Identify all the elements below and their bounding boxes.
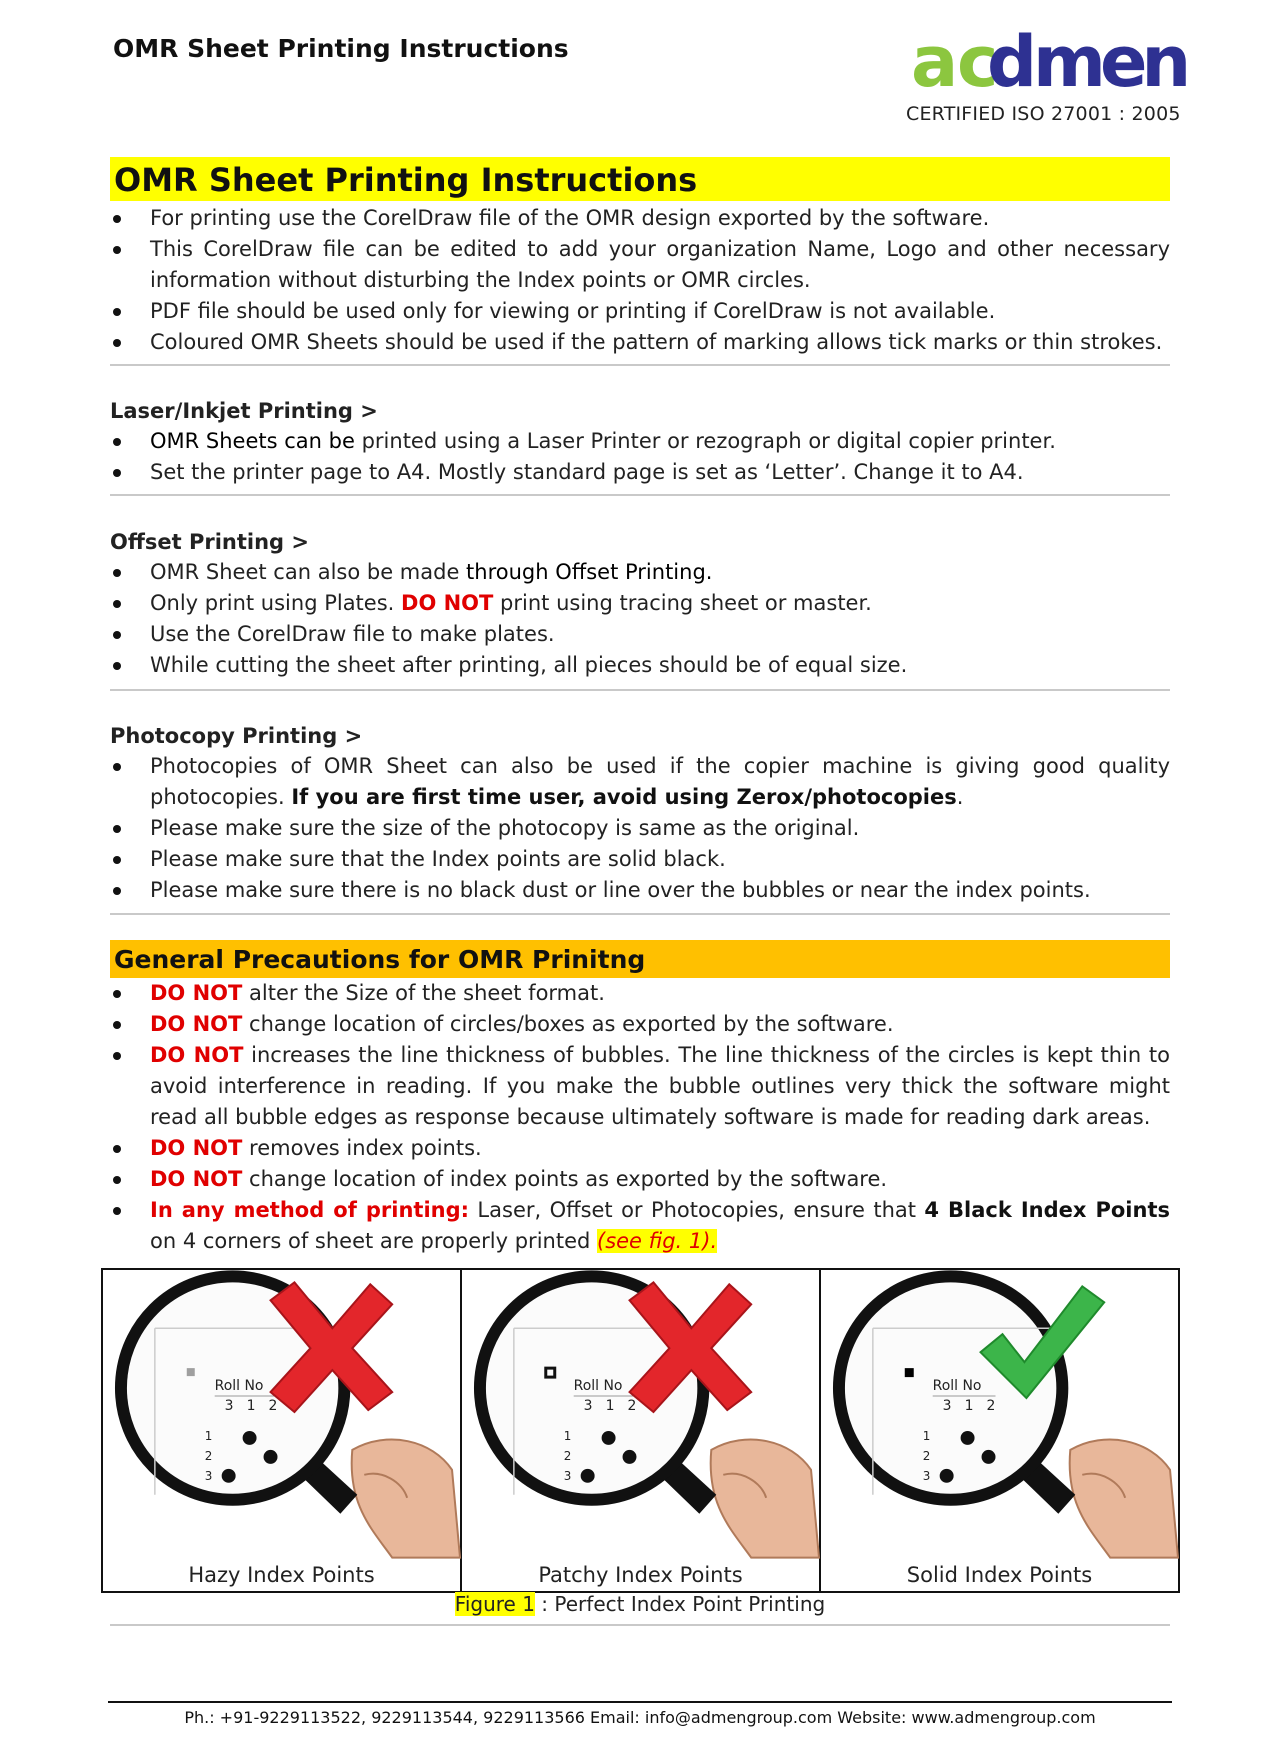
index-points-emphasis: 4 Black Index Points [924, 1198, 1170, 1222]
laser-list [110, 426, 1170, 488]
magnifier-illustration [103, 1270, 460, 1558]
hand-shape [352, 1440, 460, 1558]
roll-digit: 3 [942, 1398, 952, 1415]
list-item: Coloured OMR Sheets should be used if the pattern of marking allows tick marks or thin strokes. [110, 327, 1170, 358]
filled-bubble [982, 1450, 996, 1464]
offset-item1-lead: OMR Sheet can also be made [150, 560, 467, 584]
filled-bubble [222, 1469, 236, 1483]
list-item [110, 1009, 1170, 1040]
filled-bubble [961, 1431, 975, 1445]
roll-no-label: Roll No [214, 1378, 264, 1395]
laser-item1-rest: printed using a Laser Printer or rezograph or digital copier printer. [354, 429, 1056, 453]
footer-contact: Ph.: +91-9229113522, 9229113544, 9229113566 Email: info@admengroup.com Website: www.admengroup.com [184, 1708, 1096, 1727]
figure-cell-label: Hazy Index Points [188, 1563, 375, 1587]
do-not-warning: DO NOT [150, 1012, 243, 1036]
filled-bubble [581, 1469, 595, 1483]
svg-text:a: a [911, 21, 954, 103]
do-not-warning: DO NOT [150, 981, 243, 1005]
index-point [905, 1368, 914, 1377]
precaution-text: change location of index points as exported by the software. [242, 1167, 888, 1191]
divider [110, 689, 1170, 691]
divider [110, 364, 1170, 366]
offset-list [110, 557, 1170, 681]
photocopy-section [110, 721, 1170, 906]
offset-item2-rest: print using tracing sheet or master. [493, 591, 872, 615]
row-number: 1 [563, 1428, 572, 1443]
list-item: This CorelDraw file can be edited to add your organization Name, Logo and other necessary information without disturbing the Index points or OMR circles. [110, 234, 1170, 296]
svg-text:c: c [957, 21, 994, 103]
divider [110, 494, 1170, 496]
filled-bubble [623, 1450, 637, 1464]
roll-no-label: Roll No [932, 1378, 982, 1395]
photocopy-item1-warning: If you are first time user, avoid using Zerox/photocopies [291, 785, 957, 809]
roll-digit: 3 [224, 1398, 234, 1415]
do-not-warning: DO NOT [150, 1043, 244, 1067]
list-item: Please make sure the size of the photocopy is same as the original. [110, 813, 1170, 844]
row-number: 2 [922, 1448, 931, 1463]
figure-caption [0, 1592, 1280, 1616]
hand-shape [711, 1440, 819, 1558]
roll-no-label: Roll No [573, 1378, 623, 1395]
roll-digit: 1 [605, 1398, 615, 1415]
divider [110, 1624, 1170, 1626]
list-item [110, 978, 1170, 1009]
precautions-title: General Precautions for OMR Prinitng [110, 940, 1170, 978]
main-section [110, 157, 1170, 358]
method-warning: In any method of printing: [150, 1198, 470, 1222]
row-number: 1 [922, 1428, 931, 1443]
row-number: 2 [204, 1448, 213, 1463]
precaution-text: increases the line thickness of bubbles. The line thickness of the circles is kept thin to avoid interference in reading. If you make the bubble outlines very thick the software might read all bubble edges as response because ultimately software is made for reading dark areas. [150, 1043, 1170, 1129]
row-number: 3 [563, 1468, 572, 1483]
figure-cell-label: Patchy Index Points [538, 1563, 743, 1587]
figure-caption-text: : Perfect Index Point Printing [534, 1592, 826, 1616]
filled-bubble [264, 1450, 278, 1464]
figure-reference: (see fig. 1). [597, 1229, 718, 1253]
precaution-text: alter the Size of the sheet format. [242, 981, 605, 1005]
roll-digit: 2 [627, 1398, 637, 1415]
offset-item2-lead: Only print using Plates. [150, 591, 402, 615]
photocopy-item1-lead: Photocopies of OMR Sheet can also be used if the copier machine is giving good quality photocopies. [150, 754, 1170, 809]
figure-caption-label: Figure 1 [454, 1592, 535, 1616]
row-number: 3 [204, 1468, 213, 1483]
row-number: 1 [204, 1428, 213, 1443]
figure-cell-label: Solid Index Points [906, 1563, 1093, 1587]
magnifier-illustration [821, 1270, 1178, 1558]
precaution-text: Laser, Offset or Photocopies, ensure that [469, 1198, 925, 1222]
figure-table [101, 1268, 1180, 1593]
photocopy-heading: Photocopy Printing > [110, 724, 363, 748]
roll-digit: 2 [268, 1398, 278, 1415]
laser-section [110, 396, 1170, 488]
filled-bubble [940, 1469, 954, 1483]
roll-digit: 2 [986, 1398, 996, 1415]
footer-divider [108, 1701, 1172, 1703]
list-item [110, 426, 1170, 457]
svg-text:d: d [987, 21, 1033, 103]
admen-logo [905, 21, 1186, 103]
list-item [110, 557, 1170, 588]
do-not-warning: DO NOT [401, 591, 494, 615]
admen-logo-graphic [905, 21, 1186, 103]
do-not-warning: DO NOT [150, 1167, 243, 1191]
filled-bubble [243, 1431, 257, 1445]
precaution-text: on 4 corners of sheet are properly printed [150, 1229, 597, 1253]
list-item: While cutting the sheet after printing, all pieces should be of equal size. [110, 650, 1170, 681]
row-number: 2 [563, 1448, 572, 1463]
offset-item1-rest: through Offset Printing. [466, 560, 713, 584]
list-item: PDF file should be used only for viewing or printing if CorelDraw is not available. [110, 296, 1170, 327]
laser-item1-lead: OMR Sheets can be [150, 429, 355, 453]
divider [110, 913, 1170, 915]
figure-cell-solid [821, 1270, 1178, 1591]
hand-shape [1070, 1440, 1178, 1558]
figure-cell-hazy [103, 1270, 462, 1591]
list-item [110, 751, 1170, 813]
roll-digit: 1 [964, 1398, 974, 1415]
list-item: Please make sure that the Index points are solid black. [110, 844, 1170, 875]
photocopy-list [110, 751, 1170, 906]
roll-digit: 1 [246, 1398, 256, 1415]
row-number: 3 [922, 1468, 931, 1483]
list-item [110, 588, 1170, 619]
list-item [110, 1133, 1170, 1164]
main-list [110, 203, 1170, 358]
list-item [110, 1195, 1170, 1257]
laser-heading: Laser/Inkjet Printing > [110, 399, 378, 423]
list-item: Set the printer page to A4. Mostly standard page is set as ‘Letter’. Change it to A4. [110, 457, 1170, 488]
iso-certification: CERTIFIED ISO 27001 : 2005 [906, 103, 1181, 125]
precautions-section [110, 940, 1170, 1257]
offset-heading: Offset Printing > [110, 530, 309, 554]
main-title: OMR Sheet Printing Instructions [110, 157, 1170, 201]
list-item [110, 1040, 1170, 1133]
figure-cell-patchy [462, 1270, 821, 1591]
filled-bubble [602, 1431, 616, 1445]
precaution-text: change location of circles/boxes as exported by the software. [242, 1012, 894, 1036]
index-point [187, 1368, 195, 1376]
list-item: For printing use the CorelDraw file of the OMR design exported by the software. [110, 203, 1170, 234]
roll-digit: 3 [583, 1398, 593, 1415]
list-item: Please make sure there is no black dust or line over the bubbles or near the index points. [110, 875, 1170, 906]
list-item [110, 1164, 1170, 1195]
list-item: Use the CorelDraw file to make plates. [110, 619, 1170, 650]
offset-section [110, 527, 1170, 681]
precaution-text: removes index points. [242, 1136, 482, 1160]
svg-text:men: men [1033, 21, 1186, 103]
header-title: OMR Sheet Printing Instructions [113, 34, 569, 63]
do-not-warning: DO NOT [150, 1136, 243, 1160]
magnifier-illustration [462, 1270, 819, 1558]
precautions-list [110, 978, 1170, 1257]
photocopy-item1-end: . [956, 785, 964, 809]
